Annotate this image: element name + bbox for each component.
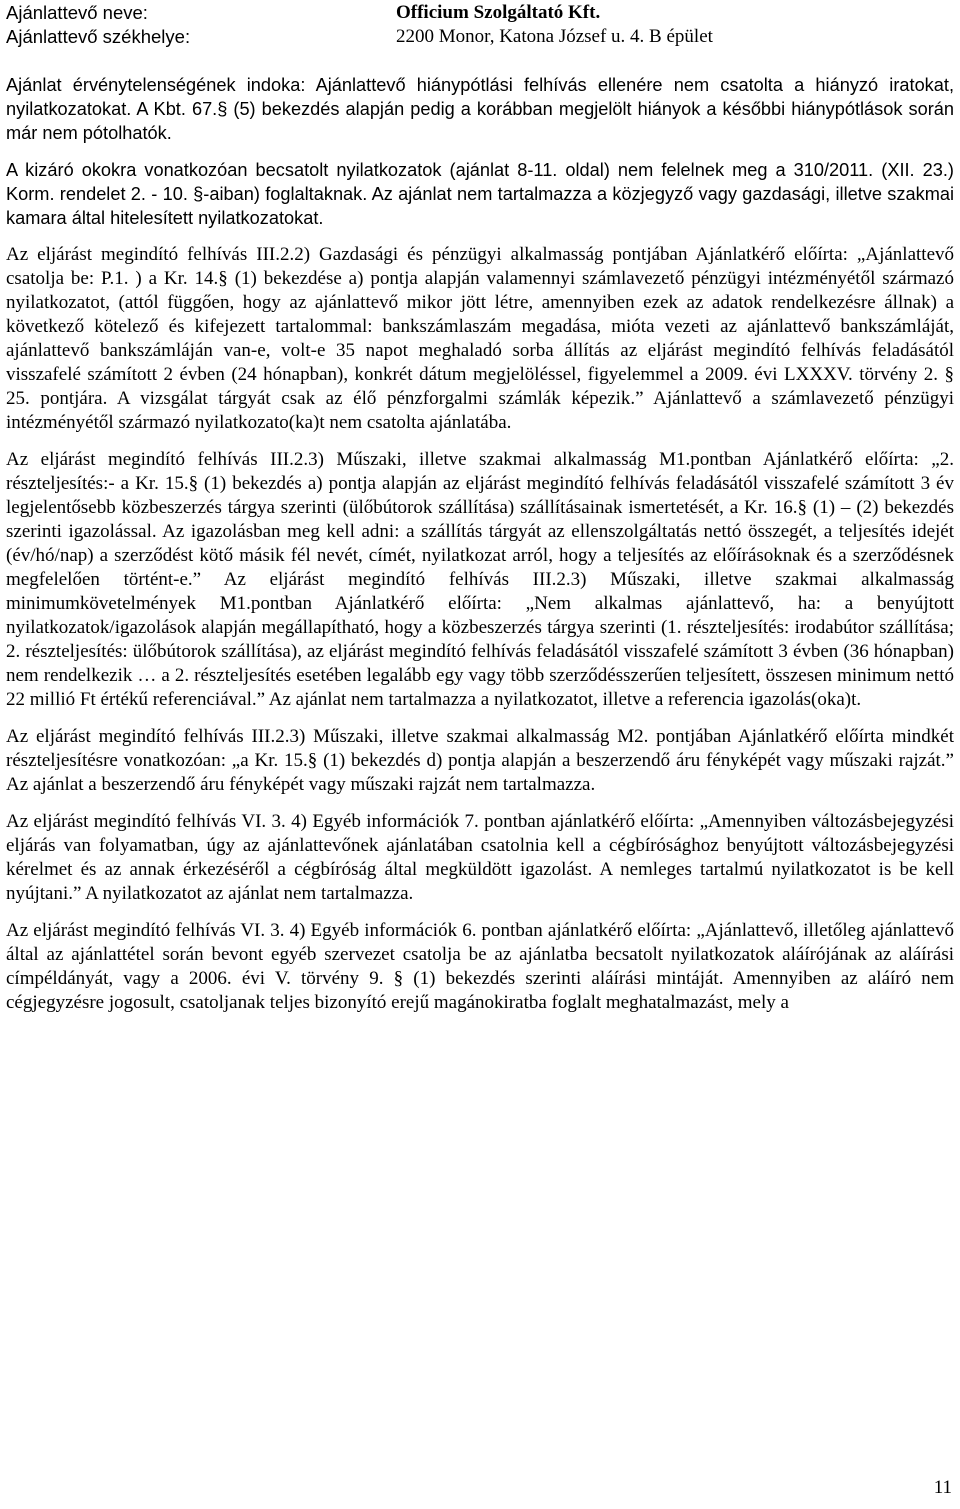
page-number: 11 xyxy=(933,1477,952,1498)
bidder-header xyxy=(6,1,954,49)
paragraph-invalidity-reason: Ajánlat érvénytelenségének indoka: Ajánlattevő hiánypótlási felhívás ellenére nem csatolta a hiányzó iratokat, nyilatkozatokat. A Kbt. 67.§ (5) bekezdés alapján pedig a korábban megjelölt hiányok a későbbi hiánypótlások során már nem pótolhatók. xyxy=(6,75,954,143)
paragraph-technical-suitability-m1: Az eljárást megindító felhívás III.2.3) Műszaki, illetve szakmai alkalmasság M1.pontban Ajánlatkérő előírta: „2. részteljesítés:- a Kr. 15.§ (1) bekezdés a) pontja alapján az eljárást megindító felhívás feladásától visszafelé számított 3 év legjelentősebb közbeszerzés tárgya szerinti (ülőbútorok szállítása) szállításainak ismertetését, a Kr. 16.§ (1) – (2) bekezdés szerinti igazolással. Az igazolásban meg kell adni: a szállítás tárgyát az ellenszolgáltatás nettó összegét, a teljesítés idejét (év/hó/nap) a szerződést kötő másik fél nevét, címét, nyilatkozat arról, hogy a teljesítés az előírásoknak és a szerződésnek megfelelően történt-e.” Az eljárást megindító felhívás III.2.3) Műszaki, illetve szakmai alkalmasság minimumkövetelmények M1.pontban Ajánlatkérő előírta: „Nem alkalmas ajánlattevő, ha: a benyújtott nyilatkozatok/igazolások alapján megállapítható, hogy a közbeszerzés tárgya szerinti (1. részteljesítés: irodabútor szállítása; 2. részteljesítés: ülőbútorok szállítása), az eljárást megindító felhívás feladásától visszafelé számított 3 évben (36 hónapban) nem rendelkezik … a 2. részteljesítés esetében legalább egy vagy több szerződésszerűen teljesített, összesen minimum nettó 22 millió Ft értékű referenciával.” Az ajánlat nem tartalmazza a nyilatkozatot, illetve a referencia igazolás(oka)t. xyxy=(6,449,954,710)
bidder-name-row xyxy=(6,1,954,25)
document-page xyxy=(6,0,954,1015)
bidder-seat-row xyxy=(6,25,954,49)
bidder-seat-value: 2200 Monor, Katona József u. 4. B épület xyxy=(396,26,713,47)
bidder-name-label: Ajánlattevő neve: xyxy=(6,2,148,23)
paragraph-exclusion-grounds: A kizáró okokra vonatkozóan becsatolt nyilatkozatok (ajánlat 8-11. oldal) nem felelnek meg a 310/2011. (XII. 23.) Korm. rendelet 2. - 10. §-aiban) foglaltaknak. Az ajánlat nem tartalmazza a közjegyző vagy gazdasági, illetve szakmai kamara által hitelesített nyilatkozatokat. xyxy=(6,160,954,228)
paragraph-financial-suitability: Az eljárást megindító felhívás III.2.2) Gazdasági és pénzügyi alkalmasság pontjában Ajánlatkérő előírta: „Ajánlattevő csatolja be: P.1. ) a Kr. 14.§ (1) bekezdése a) pontja alapján valamennyi számlavezető pénzügyi intézményétől származó nyilatkozatot, (attól függően, hogy az ajánlattevő mikor jött létre, amennyiben ezek az adatok rendelkezésre állnak) a következő kötelező és kifejezett tartalommal: bankszámlaszám megadása, mióta vezeti az ajánlattevő bankszámláját, ajánlattevő bankszámláján van-e, volt-e 35 napot meghaladó sorba állítás az eljárást megindító felhívás feladásától visszafelé számított 2 évben (24 hónapban), konkrét dátum megjelöléssel, figyelemmel a 2009. évi LXXXV. törvény 2. § 25. pontjára. A vizsgálat tárgyát csak az élő pénzforgalmi számlák képezik.” Ajánlattevő a számlavezető pénzügyi intézményétől származó nyilatkozato(ka)t nem csatolta ajánlatába. xyxy=(6,244,954,433)
paragraph-technical-suitability-m2: Az eljárást megindító felhívás III.2.3) Műszaki, illetve szakmai alkalmasság M2. pontjában Ajánlatkérő előírta mindkét részteljesítésre vonatkozóan: „a Kr. 15.§ (1) bekezdés d) pontja alapján a beszerzendő áru fényképét vagy műszaki rajzát.” Az ajánlat a beszerzendő áru fényképét vagy műszaki rajzát nem tartalmazza. xyxy=(6,726,954,795)
bidder-name-value: Officium Szolgáltató Kft. xyxy=(396,2,601,23)
paragraph-other-info-6: Az eljárást megindító felhívás VI. 3. 4) Egyéb információk 6. pontban ajánlatkérő előírta: „Ajánlattevő, illetőleg ajánlattevő által az ajánlattétel során bevont egyéb szervezet csatolja be az ajánlatba becsatolt nyilatkozatok aláírójának az aláírási címpéldányát, vagy a 2006. évi V. törvény 9. § (1) bekezdés szerinti aláírási mintáját. Amennyiben az aláíró nem cégjegyzésre jogosult, csatoljanak teljes bizonyító erejű magánokiratba foglalt meghatalmazást, mely a xyxy=(6,920,954,1013)
bidder-seat-label: Ajánlattevő székhelye: xyxy=(6,26,191,47)
paragraph-other-info-7: Az eljárást megindító felhívás VI. 3. 4) Egyéb információk 7. pontban ajánlatkérő előírta: „Amennyiben változásbejegyzési eljárás van folyamatban, úgy az ajánlattevőnek ajánlatában csatolnia kell a cégbírósághoz benyújtott változásbejegyzési kérelmet és az annak érkezéséről a cégbíróság által megküldött igazolást. A nemleges tartalmú nyilatkozatot is be kell nyújtani.” A nyilatkozatot az ajánlat nem tartalmazza. xyxy=(6,811,954,904)
